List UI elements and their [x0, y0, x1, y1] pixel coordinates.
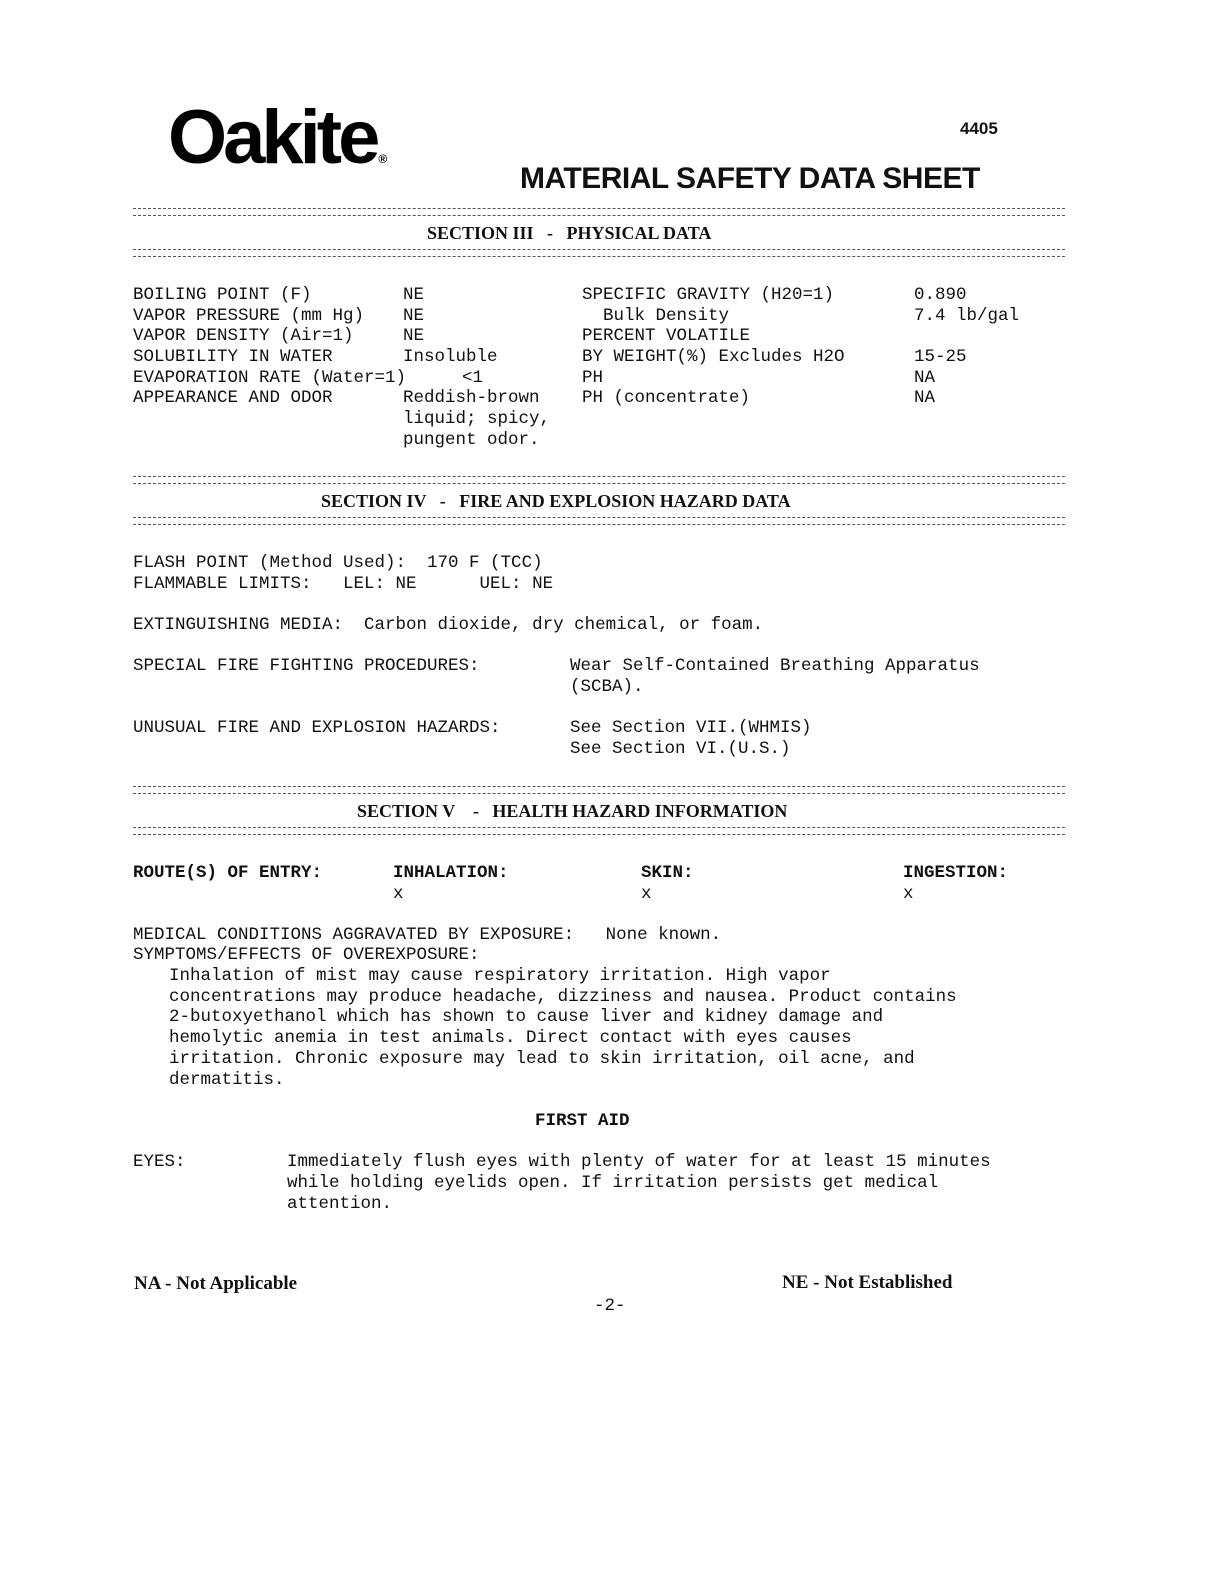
medical-conditions: MEDICAL CONDITIONS AGGRAVATED BY EXPOSURE: None known.: [133, 925, 722, 945]
special-procedures-value: (SCBA).: [570, 677, 644, 697]
route-ingestion: INGESTION:: [903, 863, 1009, 883]
property-label: PH: [582, 368, 604, 388]
property-value: 15-25: [914, 347, 967, 367]
eyes-label: EYES:: [133, 1152, 186, 1172]
property-value-continued: liquid; spicy,: [403, 409, 551, 429]
divider-rule: [133, 827, 1065, 835]
symptoms-label: SYMPTOMS/EFFECTS OF OVEREXPOSURE:: [133, 945, 480, 965]
property-label: VAPOR DENSITY (Air=1): [133, 326, 354, 346]
route-skin: SKIN:: [641, 863, 694, 883]
eyes-instruction-line: attention.: [287, 1194, 393, 1214]
page-number: -2-: [594, 1296, 626, 1316]
property-value-continued: pungent odor.: [403, 430, 540, 450]
unusual-hazards-label: UNUSUAL FIRE AND EXPLOSION HAZARDS:: [133, 718, 501, 738]
property-label: PERCENT VOLATILE: [582, 326, 751, 346]
special-procedures-value: Wear Self-Contained Breathing Apparatus: [570, 656, 980, 676]
property-label: Bulk Density: [582, 306, 730, 326]
extinguishing-media: EXTINGUISHING MEDIA: Carbon dioxide, dry chemical, or foam.: [133, 615, 764, 635]
na-legend: NA - Not Applicable: [134, 1273, 298, 1294]
symptoms-line: dermatitis.: [169, 1070, 285, 1090]
unusual-hazards-value: See Section VII.(WHMIS): [570, 718, 812, 738]
property-value: NE: [403, 306, 425, 326]
section-4-heading: SECTION IV - FIRE AND EXPLOSION HAZARD DATA: [321, 491, 791, 511]
property-label: PH (concentrate): [582, 388, 751, 408]
property-value: NA: [914, 368, 936, 388]
route-inhalation-mark: x: [393, 884, 404, 904]
unusual-hazards-value: See Section VI.(U.S.): [570, 739, 791, 759]
document-number: 4405: [960, 119, 998, 138]
property-label: BY WEIGHT(%) Excludes H2O: [582, 347, 845, 367]
flash-point: FLASH POINT (Method Used): 170 F (TCC): [133, 553, 543, 573]
registered-mark: ®: [378, 152, 388, 166]
property-value: Reddish-brown: [403, 388, 540, 408]
special-procedures-label: SPECIAL FIRE FIGHTING PROCEDURES:: [133, 656, 480, 676]
symptoms-line: 2-butoxyethanol which has shown to cause liver and kidney damage and: [169, 1007, 884, 1027]
property-value: NA: [914, 388, 936, 408]
divider-rule: [133, 208, 1065, 216]
route-inhalation: INHALATION:: [393, 863, 509, 883]
eyes-instruction-line: while holding eyelids open. If irritation persists get medical: [287, 1173, 939, 1193]
oakite-logo: [168, 95, 388, 180]
first-aid-heading: FIRST AID: [535, 1111, 630, 1131]
property-value: 0.890: [914, 285, 967, 305]
symptoms-line: irritation. Chronic exposure may lead to skin irritation, oil acne, and: [169, 1049, 915, 1069]
property-value: Insoluble: [403, 347, 498, 367]
page-title: MATERIAL SAFETY DATA SHEET: [520, 162, 980, 195]
route-ingestion-mark: x: [903, 884, 914, 904]
property-value: 7.4 lb/gal: [914, 306, 1020, 326]
logo-text: Oakite: [168, 95, 377, 180]
divider-rule: [133, 517, 1065, 525]
property-label: APPEARANCE AND ODOR: [133, 388, 333, 408]
property-label: VAPOR PRESSURE (mm Hg): [133, 306, 365, 326]
section-5-heading: SECTION V - HEALTH HAZARD INFORMATION: [357, 801, 788, 821]
section-3-heading: SECTION III - PHYSICAL DATA: [427, 223, 712, 243]
property-label: EVAPORATION RATE (Water=1): [133, 368, 407, 388]
divider-rule: [133, 249, 1065, 257]
property-value: NE: [403, 285, 425, 305]
property-label: SPECIFIC GRAVITY (H20=1): [582, 285, 835, 305]
eyes-instruction-line: Immediately flush eyes with plenty of water for at least 15 minutes: [287, 1152, 991, 1172]
route-skin-mark: x: [641, 884, 652, 904]
property-label: BOILING POINT (F): [133, 285, 312, 305]
route-of-entry-label: ROUTE(S) OF ENTRY:: [133, 863, 323, 883]
property-value: NE: [403, 326, 425, 346]
divider-rule: [133, 786, 1065, 794]
symptoms-line: concentrations may produce headache, dizziness and nausea. Product contains: [169, 987, 957, 1007]
symptoms-line: Inhalation of mist may cause respiratory irritation. High vapor: [169, 966, 831, 986]
symptoms-line: hemolytic anemia in test animals. Direct contact with eyes causes: [169, 1028, 852, 1048]
property-label: SOLUBILITY IN WATER: [133, 347, 333, 367]
divider-rule: [133, 476, 1065, 484]
ne-legend: NE - Not Established: [782, 1272, 953, 1293]
property-value: <1: [462, 368, 484, 388]
flammable-limits: FLAMMABLE LIMITS: LEL: NE UEL: NE: [133, 574, 554, 594]
